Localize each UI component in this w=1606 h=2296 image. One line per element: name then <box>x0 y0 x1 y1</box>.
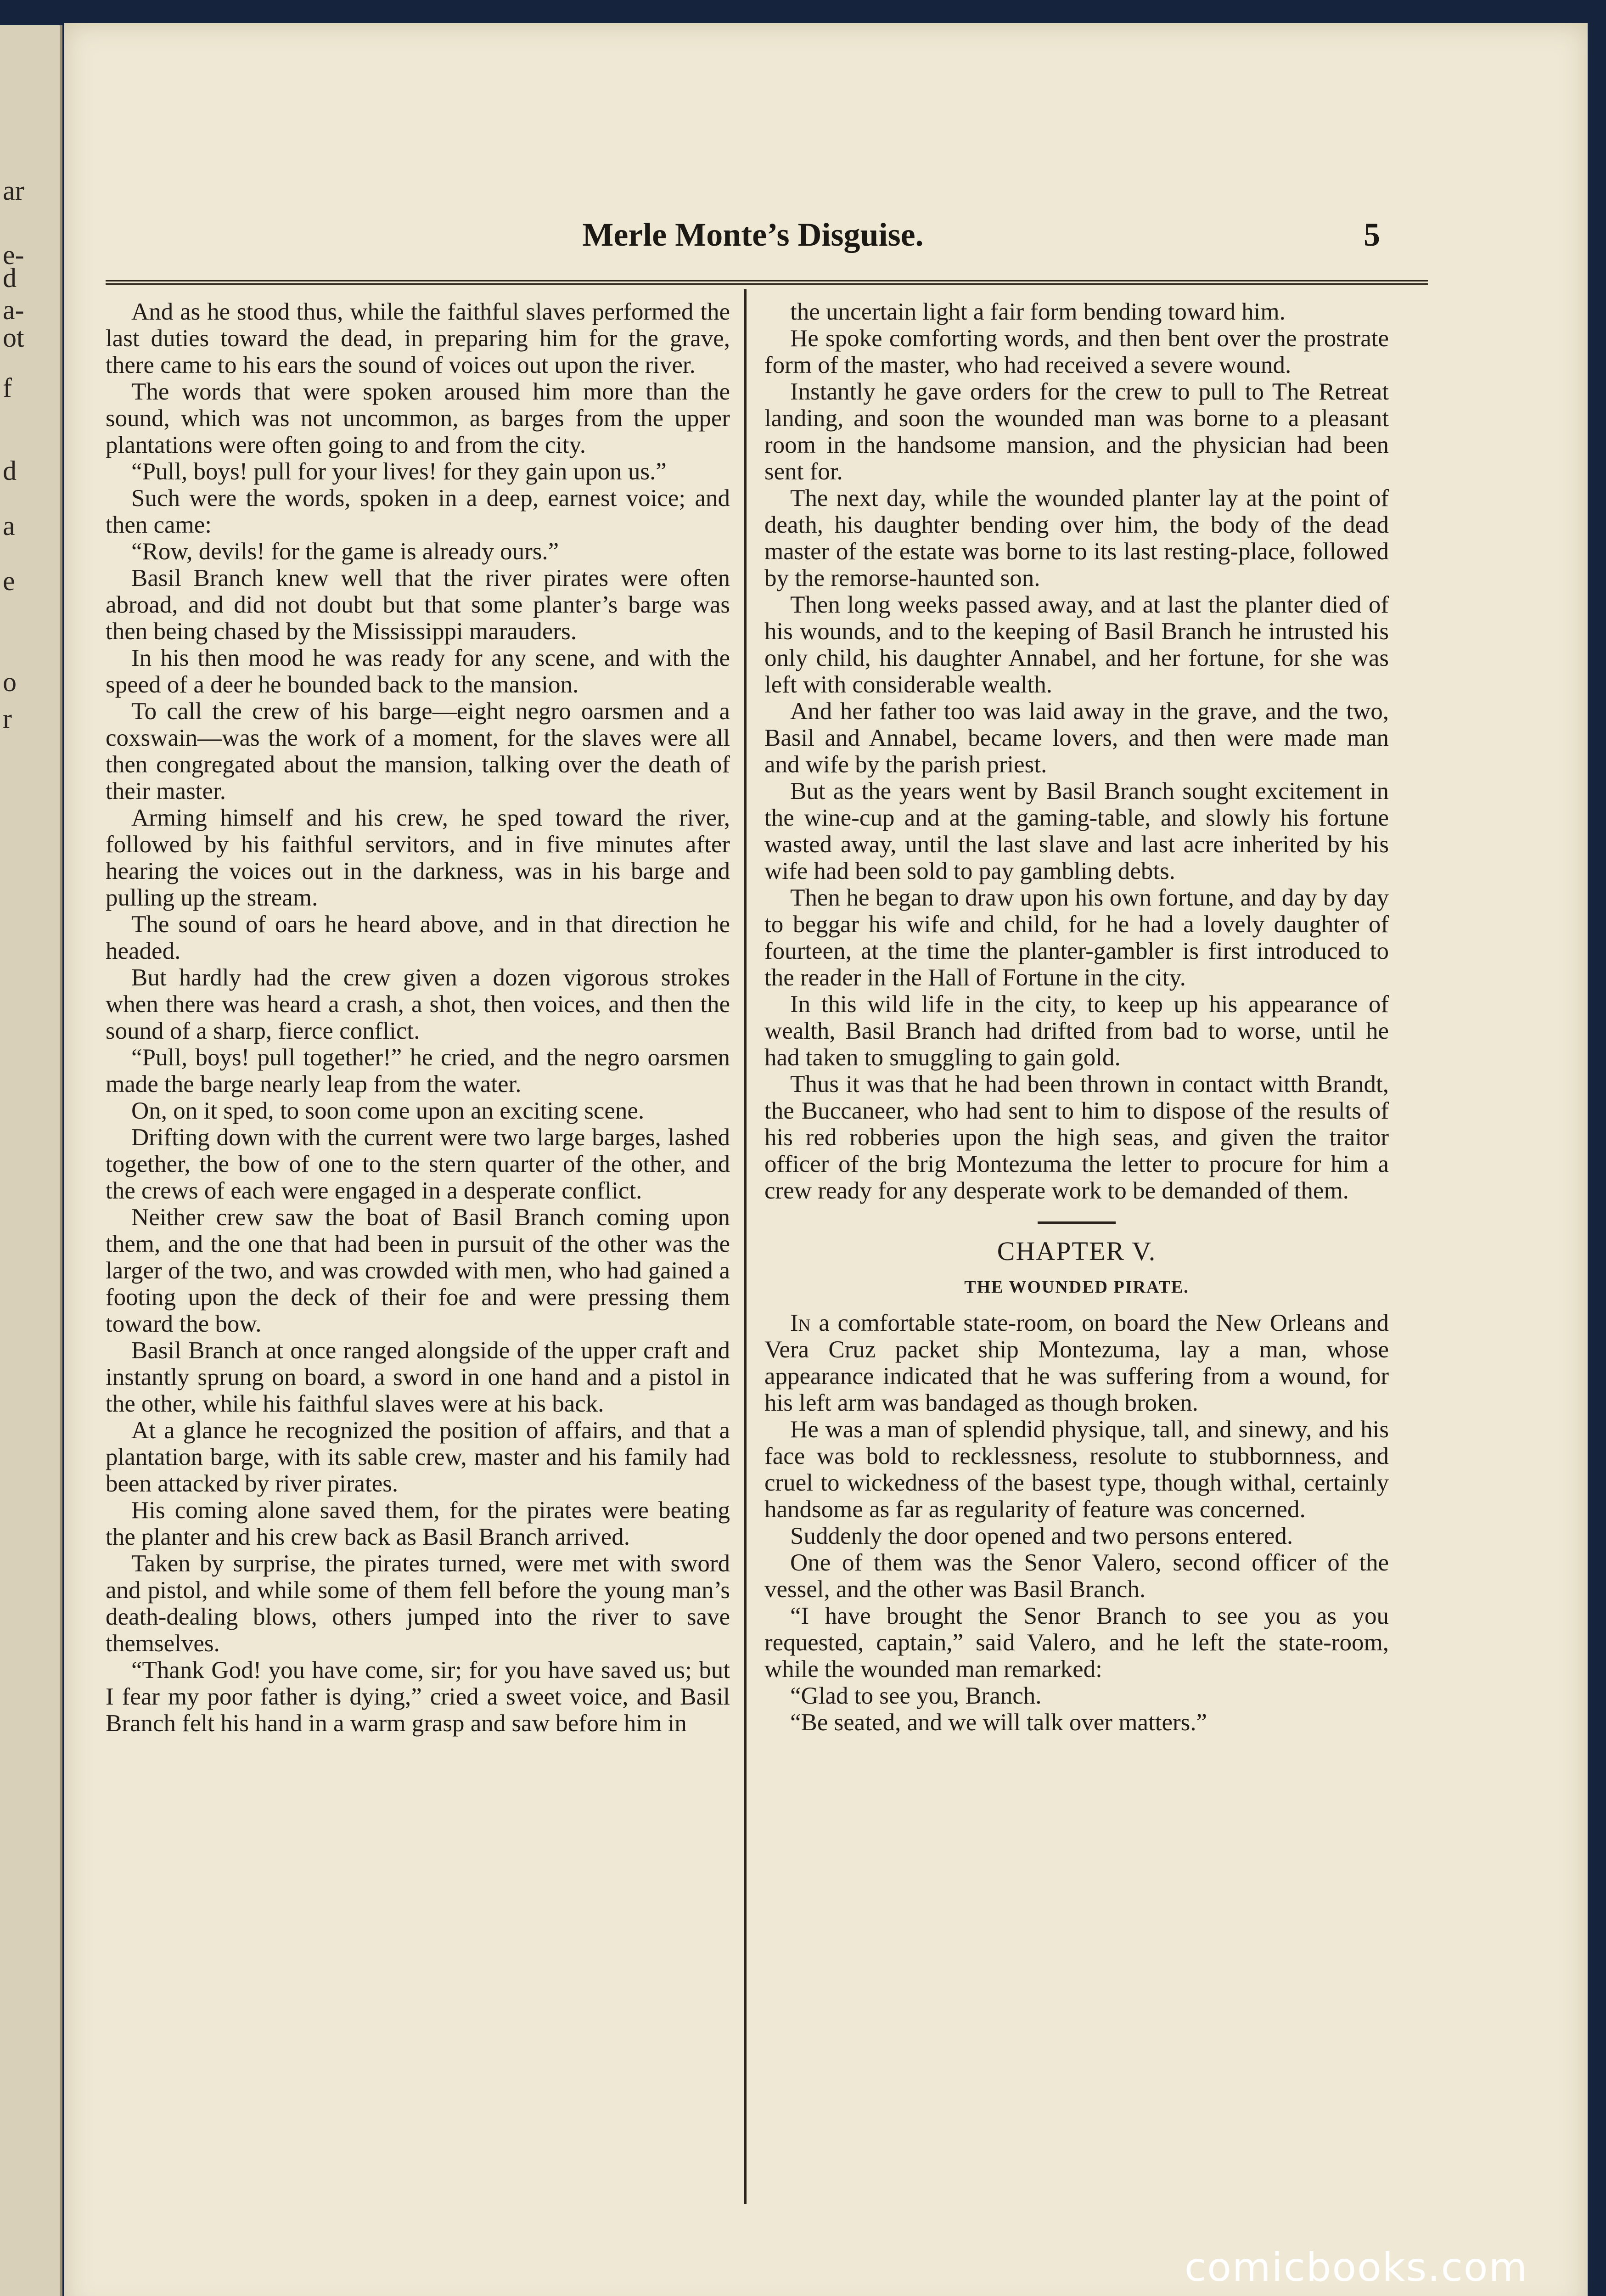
facing-page-fragment: d <box>3 263 17 293</box>
paragraph: And her father too was laid away in the grave, and the two, Basil and Annabel, became lovers, and then were made man and wife by the parish priest. <box>764 698 1389 778</box>
paragraph: He spoke comforting words, and then bent over the prostrate form of the master, who had received a severe wound. <box>764 325 1389 378</box>
facing-page-fragment: r <box>3 703 12 734</box>
paragraph: Thus it was that he had been thrown in contact witth Brandt, the Buccaneer, who had sent to him to dispose of the results of his red robberies upon the high seas, and given the traitor officer of the brig Montezuma the letter to procure for him a crew ready for any desperate work to be demanded of them. <box>764 1071 1389 1204</box>
paragraph: “I have brought the Senor Branch to see you as you requested, captain,” said Valero, and he left the state-room, while the wounded man remarked: <box>764 1603 1389 1683</box>
paragraph: Then long weeks passed away, and at last the planter died of his wounds, and to the keeping of Basil Branch he intrusted his only child, his daughter Annabel, and her fortune, for she was left with considerable wealth. <box>764 591 1389 698</box>
paragraph: “Pull, boys! pull for your lives! for they gain upon us.” <box>131 458 667 485</box>
paragraph: “Row, devils! for the game is already ours.” <box>131 538 559 565</box>
paragraph: But as the years went by Basil Branch sought excitement in the wine-cup and at the gaming-table, and slowly his fortune wasted away, until the last slave and last acre inherited by his wife had been sold to pay gambling debts. <box>764 778 1389 884</box>
paragraph: Arming himself and his crew, he sped toward the river, followed by his faithful servitors, and in five minutes after hearing the voices out in the darkness, was in his barge and pulling up the stream. <box>106 805 730 911</box>
paragraph: The words that were spoken aroused him more than the sound, which was not uncommon, as barges from the upper plantations were often going to and from the city. <box>106 378 730 458</box>
header-rule <box>106 280 1428 285</box>
paragraph: And as he stood thus, while the faithful slaves performed the last duties toward the dead, in preparing him for the grave, there came to his ears the sound of voices out upon the river. <box>106 298 730 378</box>
paragraph: “Pull, boys! pull together!” he cried, and the negro oarsmen made the barge nearly leap from the water. <box>106 1044 730 1097</box>
paragraph: “Glad to see you, Branch. <box>790 1683 1042 1709</box>
facing-page-fragment: ar <box>3 175 24 206</box>
paragraph: Basil Branch knew well that the river pirates were often abroad, and did not doubt but that some planter’s barge was then being chased by the Mississippi marauders. <box>106 565 730 645</box>
facing-page-fragment: f <box>3 373 12 403</box>
facing-page-edge <box>0 25 62 2296</box>
paragraph: Basil Branch at once ranged alongside of the upper craft and instantly sprung on board, a sword in one hand and a pistol in the other, while his faithful slaves were at his back. <box>106 1337 730 1417</box>
paragraph: The next day, while the wounded planter lay at the point of death, his daughter bending over him, the body of the dead master of the estate was borne to its last resting-place, followed by the remorse-haunted son. <box>764 485 1389 591</box>
page-number: 5 <box>1364 216 1380 253</box>
paragraph: He was a man of splendid physique, tall, and sinewy, and his face was bold to recklessness, resolute to stubbornness, and cruel to wickedness of the basest type, though withal, certainly handsome as far as regularity of feature was concerned. <box>764 1416 1389 1523</box>
facing-page-fragment: o <box>3 667 17 697</box>
paragraph: In his then mood he was ready for any scene, and with the speed of a deer he bounded back to the mansion. <box>106 645 730 698</box>
left-column <box>106 298 730 1737</box>
facing-page-fragment: d <box>3 456 17 486</box>
paragraph: The sound of oars he heard above, and in that direction he headed. <box>106 911 730 964</box>
watermark: comicbooks.com <box>1185 2245 1528 2290</box>
paragraph: One of them was the Senor Valero, second officer of the vessel, and the other was Basil Branch. <box>764 1549 1389 1603</box>
paragraph: To call the crew of his barge—eight negro oarsmen and a coxswain—was the work of a moment, for the slaves were all then congregated about the mansion, talking over the death of their master. <box>106 698 730 805</box>
facing-page-fragment: e <box>3 566 15 596</box>
paragraph: Taken by surprise, the pirates turned, were met with sword and pistol, and while some of them fell before the young man’s death-dealing blows, others jumped into the river to save themselves. <box>106 1550 730 1657</box>
page-title: Merle Monte’s Disguise. <box>582 216 924 253</box>
chapter-first-paragraph-text: a comfortable state-room, on board the New Orleans and Vera Cruz packet ship Montezuma, lay a man, whose appearance indicated that he was suffering from a wound, for his left arm was bandaged as though broken. <box>764 1310 1389 1416</box>
column-divider <box>744 289 747 2204</box>
right-column-text-after <box>764 1416 1389 1736</box>
right-column-text-before <box>764 298 1389 1204</box>
facing-page-fragment: e- <box>3 240 24 270</box>
facing-page-fragment: a- <box>3 295 24 325</box>
paragraph: In this wild life in the city, to keep up his appearance of wealth, Basil Branch had drifted from bad to worse, until he had taken to smuggling to gain gold. <box>764 991 1389 1071</box>
chapter-heading: CHAPTER V. <box>997 1236 1157 1266</box>
paragraph: Drifting down with the current were two large barges, lashed together, the bow of one to the stern quarter of the other, and the crews of each were engaged in a desperate conflict. <box>106 1124 730 1204</box>
paragraph: Suddenly the door opened and two persons entered. <box>790 1523 1293 1549</box>
paragraph: But hardly had the crew given a dozen vigorous strokes when there was heard a crash, a shot, then voices, and then the sound of a sharp, fierce conflict. <box>106 964 730 1044</box>
paragraph: At a glance he recognized the position of affairs, and that a plantation barge, with its sable crew, master and his family had been attacked by river pirates. <box>106 1417 730 1497</box>
chapter-lead-word: In <box>790 1310 811 1336</box>
paragraph: On, on it sped, to soon come upon an exciting scene. <box>131 1097 645 1124</box>
chapter-subtitle: THE WOUNDED PIRATE. <box>964 1277 1189 1297</box>
chapter-separator-rule <box>1038 1221 1116 1224</box>
chapter-first-paragraph <box>764 1310 1389 1416</box>
paragraph: Such were the words, spoken in a deep, earnest voice; and then came: <box>106 485 730 538</box>
paragraph: Instantly he gave orders for the crew to pull to The Retreat landing, and soon the wounded man was borne to a pleasant room in the handsome mansion, and the physician had been sent for. <box>764 378 1389 485</box>
paragraph: the uncertain light a fair form bending toward him. <box>790 298 1286 325</box>
paragraph: Neither crew saw the boat of Basil Branch coming upon them, and the one that had been in pursuit of the other was the larger of the two, and was crowded with men, who had gained a footing upon the deck of their foe and were pressing them toward the bow. <box>106 1204 730 1337</box>
paragraph: Then he began to draw upon his own fortune, and day by day to beggar his wife and child, for he had a lovely daughter of fourteen, at the time the planter-gambler is first introduced to the reader in the Hall of Fortune in the city. <box>764 884 1389 991</box>
paragraph: “Thank God! you have come, sir; for you have saved us; but I fear my poor father is dying,” cried a sweet voice, and Basil Branch felt his hand in a warm grasp and saw before him in <box>106 1657 730 1737</box>
paragraph: His coming alone saved them, for the pirates were beating the planter and his crew back as Basil Branch arrived. <box>106 1497 730 1550</box>
facing-page-fragment: ot <box>3 322 24 353</box>
right-column <box>764 298 1389 1736</box>
running-head <box>64 216 1588 271</box>
facing-page-fragment: a <box>3 511 15 541</box>
paragraph: “Be seated, and we will talk over matters.” <box>790 1709 1207 1736</box>
magazine-page <box>64 23 1588 2296</box>
